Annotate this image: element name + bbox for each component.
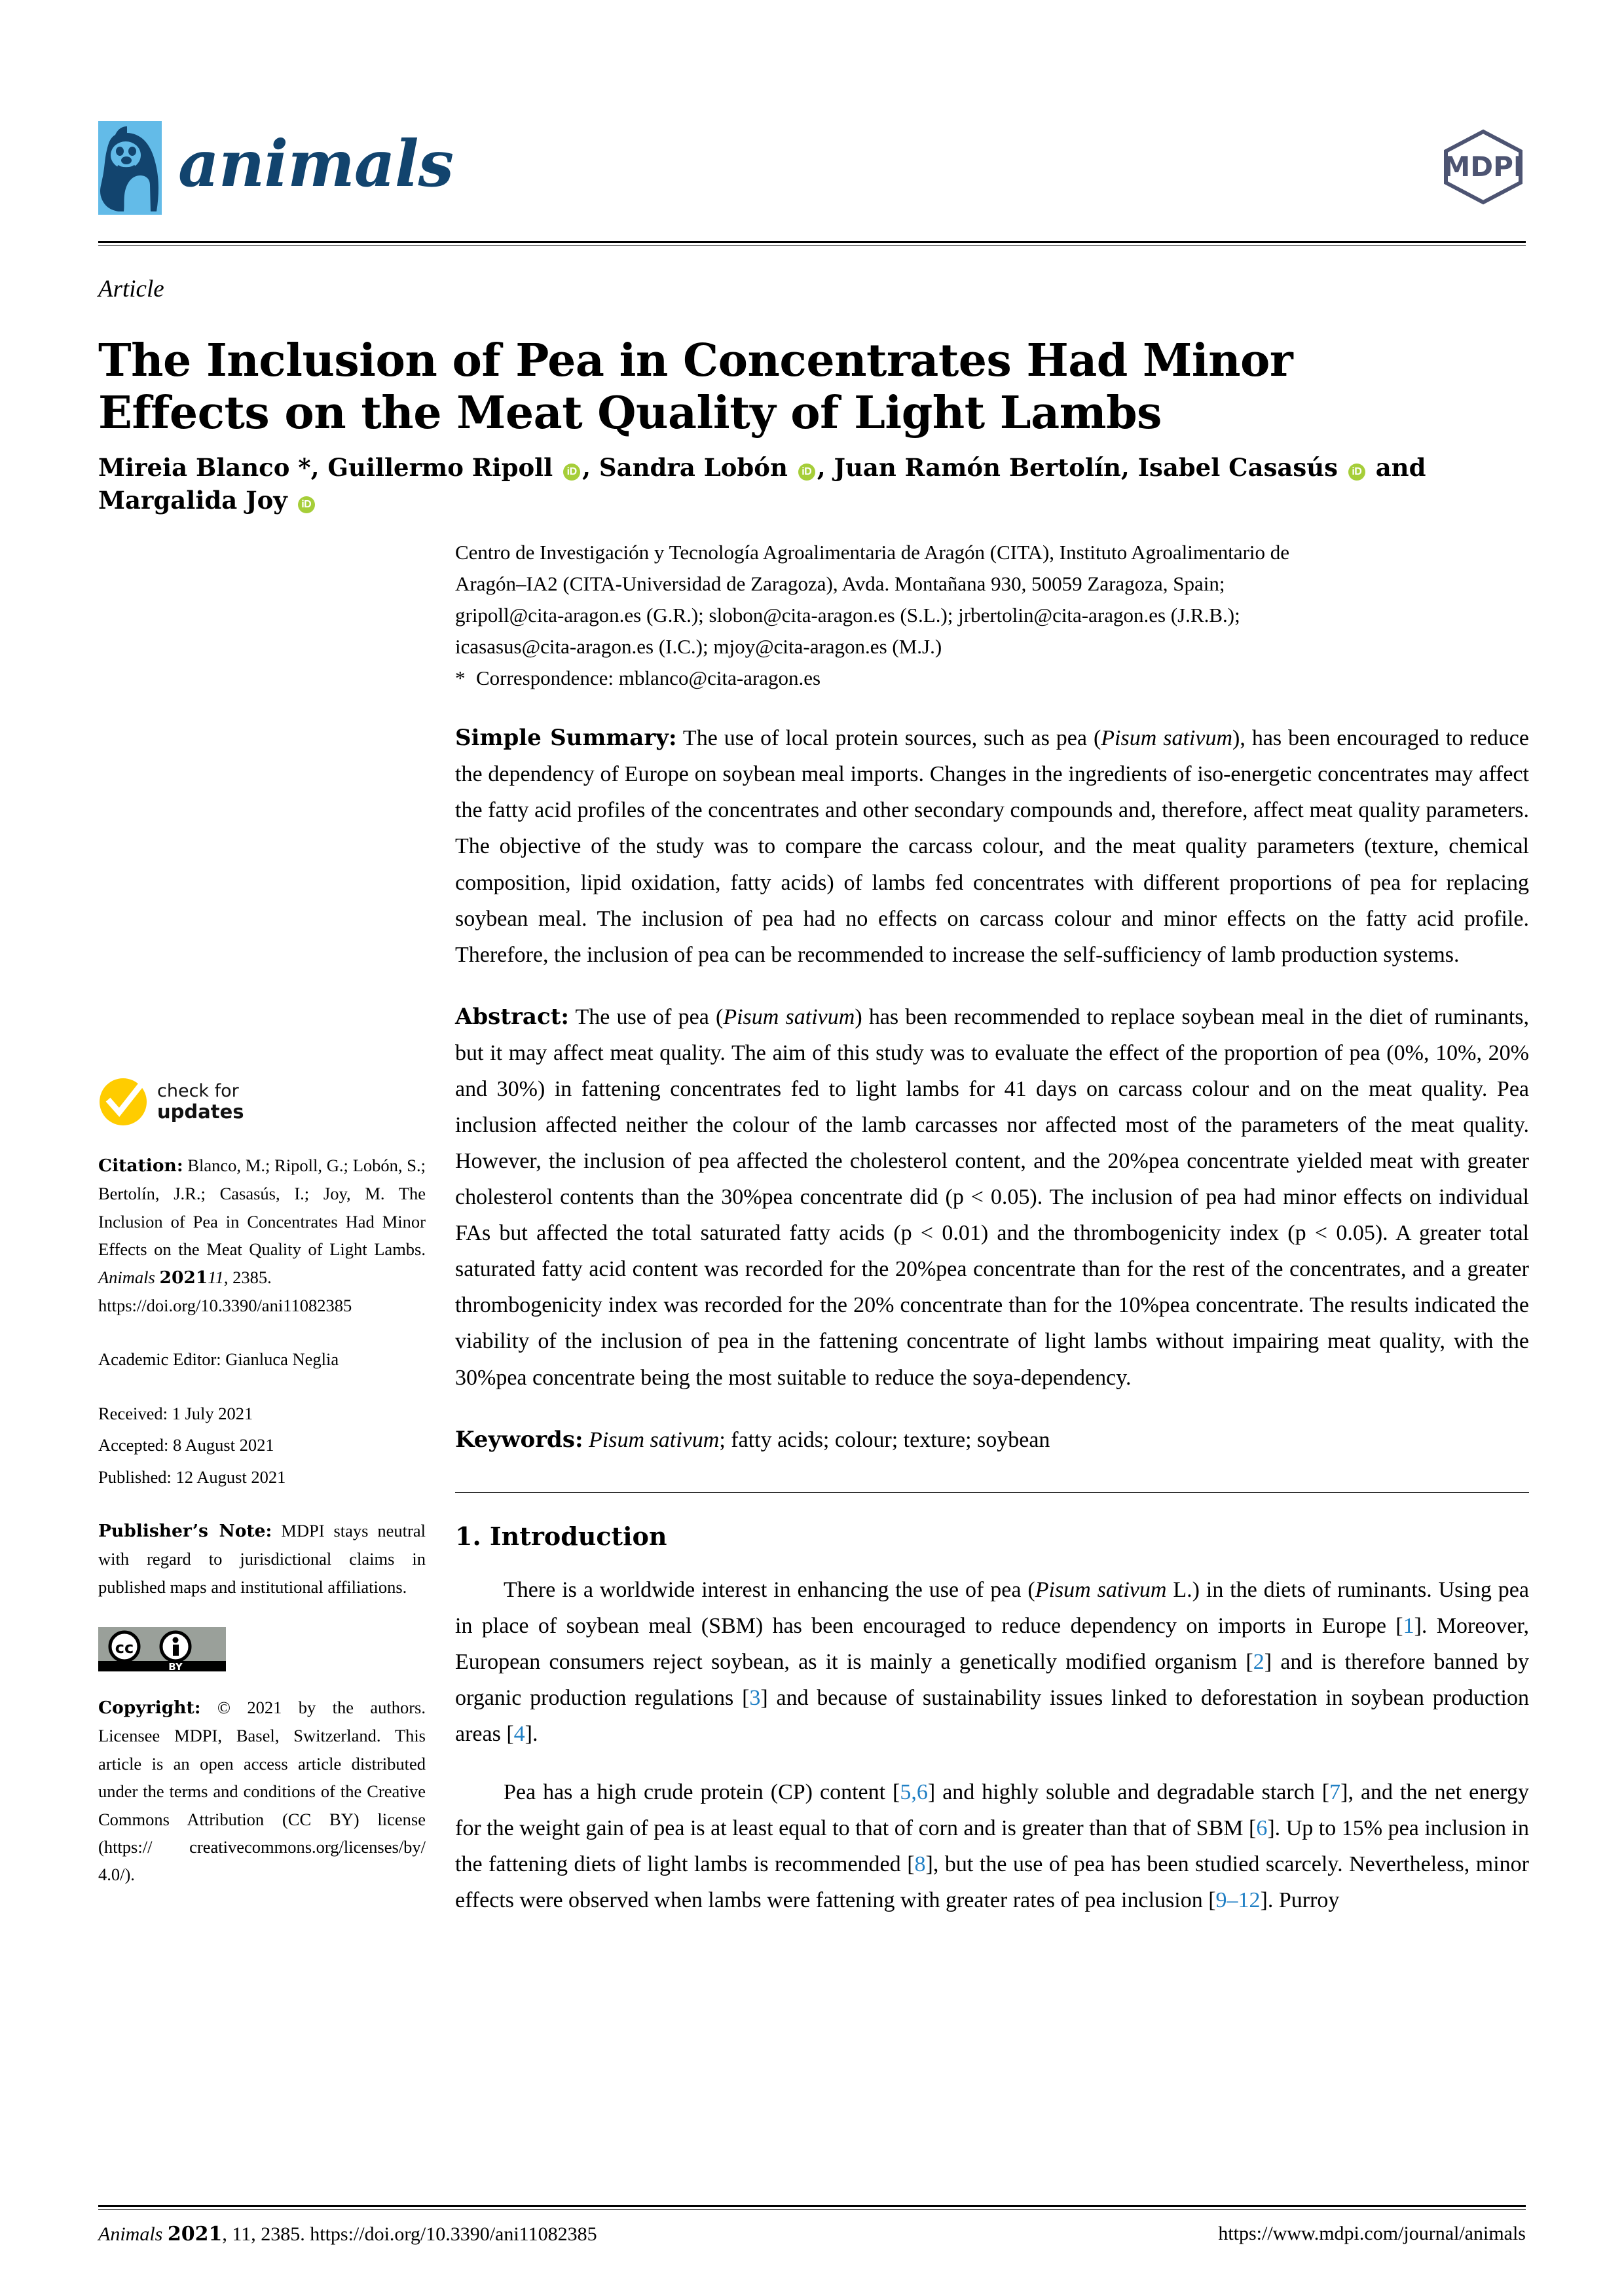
date-published: Published: 12 August 2021 xyxy=(98,1467,286,1487)
reference-link[interactable]: 4 xyxy=(513,1721,525,1746)
publishers-note-text: MDPI stays neutral with regard to jurisdictional claims in published maps and institutional affiliations. xyxy=(98,1520,426,1597)
footer-url[interactable]: https://www.mdpi.com/journal/animals xyxy=(1218,2223,1526,2244)
sidebar xyxy=(98,1077,426,1889)
cfu-line-1: check for xyxy=(157,1080,239,1101)
svg-text:MDPI: MDPI xyxy=(1443,151,1524,183)
main-column xyxy=(455,537,1529,1941)
reference-link[interactable]: 6 xyxy=(1256,1816,1268,1841)
footer-divider xyxy=(98,2205,1526,2210)
citation-journal: Animals xyxy=(98,1267,155,1287)
abstract-label: Abstract: xyxy=(455,1003,569,1030)
header-divider xyxy=(98,241,1526,246)
svg-text:cc: cc xyxy=(115,1639,134,1658)
species-name: Pisum sativum xyxy=(1035,1577,1167,1602)
copyright-text: © 2021 by the authors. Licensee MDPI, Basel, Switzerland. This article is an open access article distributed under the terms and conditions of the Creative Commons Attribution (CC BY) license (https:// creativecommons.org/licenses/by/ 4.0/). xyxy=(98,1698,426,1885)
journal-name: animals xyxy=(178,126,454,201)
page-footer xyxy=(98,2223,1526,2246)
reference-link[interactable]: 3 xyxy=(749,1685,761,1710)
svg-text:BY: BY xyxy=(168,1661,183,1672)
correspondence-star: * xyxy=(455,666,466,690)
citation-doi[interactable]: https://doi.org/10.3390/ani11082385 xyxy=(98,1295,352,1315)
cc-by-license-icon[interactable] xyxy=(98,1627,226,1671)
reference-link[interactable]: 7 xyxy=(1329,1779,1341,1804)
article-type-label: Article xyxy=(98,276,164,302)
date-received: Received: 1 July 2021 xyxy=(98,1403,253,1423)
citation-volume: 11 xyxy=(208,1267,224,1287)
cfu-line-2: updates xyxy=(157,1100,244,1123)
affiliation-line-1: Centro de Investigación y Tecnología Agroalimentaria de Aragón (CITA), Instituto Agroalimentario de xyxy=(455,541,1290,564)
orcid-icon[interactable]: iD xyxy=(1348,464,1365,481)
citation-year: 2021 xyxy=(159,1267,208,1288)
keywords xyxy=(455,1422,1529,1458)
masthead xyxy=(98,121,1526,236)
journal-logo[interactable] xyxy=(98,121,453,215)
academic-editor: Academic Editor: Gianluca Neglia xyxy=(98,1349,339,1370)
keywords-label: Keywords: xyxy=(455,1426,583,1453)
citation-block xyxy=(98,1152,426,1319)
copyright-label: Copyright: xyxy=(98,1698,201,1719)
reference-link[interactable]: 8 xyxy=(914,1852,926,1877)
footer-year: 2021 xyxy=(167,2223,223,2246)
reference-link[interactable]: 1 xyxy=(1403,1613,1414,1638)
abstract: Abstract: The use of pea (Pisum sativum) has been recommended to replace soybean meal in the diet of ruminants, but it may affect meat quality. The aim of this study was to evaluate the effect of the proportion of pea (0%, 10%, 20% and 30%) in fattening concentrates fed to light lambs for 41 days on carcass colour and on the meat quality. Pea inclusion affected neither the colour of the lamb carcasses nor affected most of the parameters of the meat quality. However, the inclusion of pea affected the cholesterol content, and the 20%pea concentrate yielded meat with greater cholesterol contents than the 30%pea concentrate did (p < 0.05). The inclusion of pea had minor effects on individual FAs but affected the total saturated fatty acids (p < 0.01) and the thrombogenicity index (p < 0.05). A greater total saturated fatty acid content was recorded for the 20%pea concentrate than for the rest of the concentrates, and a greater thrombogenicity index was recorded for the 20% concentrate than for the 10%pea concentrate. The results indicated the viability of the inclusion of pea in the fattening concentrate of light lambs without impairing meat quality, with the 30%pea concentrate being the most suitable to reduce the soya-dependency. xyxy=(455,1003,1529,1390)
simple-summary-label: Simple Summary: xyxy=(455,725,677,752)
reference-link[interactable]: 5,6 xyxy=(900,1779,928,1804)
footer-rest: , 11, 2385. https://doi.org/10.3390/ani11082385 xyxy=(222,2223,597,2245)
orcid-icon[interactable]: iD xyxy=(798,464,815,481)
simple-summary: Simple Summary: The use of local protein sources, such as pea (Pisum sativum), has been encouraged to reduce the dependency of Europe on soybean meal imports. Changes in the ingredients of iso-energetic concentrates may affect the fatty acid profiles of the concentrates and other secondary compounds and, therefore, affect meat quality parameters. The objective of the study was to compare the carcass colour, and the meat quality parameters (texture, chemical composition, lipid oxidation, fatty acids) of lambs fed concentrates with different proportions of pea for replacing soybean meal. The inclusion of pea had no effects on carcass colour and minor effects on the fatty acid profile. Therefore, the inclusion of pea can be recommended to increase the self-sufficiency of lamb production systems. xyxy=(455,725,1529,967)
publishers-note-label: Publisher’s Note: xyxy=(98,1520,272,1541)
introduction-paragraph-1: There is a worldwide interest in enhancing the use of pea (Pisum sativum L.) in the diets of ruminants. Using pea in place of soybean meal (SBM) has been encouraged to reduce dependency on imports in Europe [1]. Moreover, European consumers reject soybean, as it is mainly a genetically modified organism [2] and is therefore banned by organic production regulations [3] and because of sustainability issues linked to deforestation in soybean production areas [4]. xyxy=(455,1577,1530,1746)
publishers-note xyxy=(98,1517,426,1601)
orcid-icon[interactable]: iD xyxy=(563,464,580,481)
copyright-block xyxy=(98,1694,426,1889)
checkmark-icon xyxy=(98,1077,148,1127)
species-name: Pisum sativum xyxy=(1101,726,1233,751)
animals-gorilla-icon xyxy=(98,121,162,215)
keywords-rest: ; fatty acids; colour; texture; soybean xyxy=(719,1427,1050,1452)
footer-citation xyxy=(98,2223,597,2246)
species-name: Pisum sativum xyxy=(723,1004,855,1029)
affiliation-line-2: Aragón–IA2 (CITA-Universidad de Zaragoza), Avda. Montañana 930, 50059 Zaragoza, Spain; xyxy=(455,572,1225,596)
affiliation-block xyxy=(455,537,1529,694)
introduction-heading: 1. Introduction xyxy=(455,1522,667,1552)
section-divider xyxy=(455,1492,1529,1493)
citation-label: Citation: xyxy=(98,1156,183,1176)
check-for-updates-badge[interactable] xyxy=(98,1077,426,1127)
affiliation-line-3: gripoll@cita-aragon.es (G.R.); slobon@cita-aragon.es (S.L.); jrbertolin@cita-aragon.es (J.R.B.); xyxy=(455,604,1240,627)
affiliation-line-4: icasasus@cita-aragon.es (I.C.); mjoy@cita-aragon.es (M.J.) xyxy=(455,635,942,659)
page-title: The Inclusion of Pea in Concentrates Had Minor Effects on the Meat Quality of Light Lambs xyxy=(98,334,1293,439)
citation-article-no: , 2385. xyxy=(223,1267,272,1287)
publication-dates xyxy=(98,1400,426,1491)
correspondence-line xyxy=(455,663,1529,694)
footer-journal: Animals xyxy=(98,2223,163,2245)
keywords-italic-term: Pisum sativum xyxy=(589,1427,720,1452)
check-for-updates-text xyxy=(157,1082,244,1123)
correspondence-text: Correspondence: mblanco@cita-aragon.es xyxy=(476,666,821,690)
reference-link[interactable]: 9–12 xyxy=(1215,1888,1261,1913)
mdpi-logo-icon[interactable] xyxy=(1441,128,1526,206)
author-list: Mireia Blanco *, Guillermo Ripoll iD , Sandra Lobón iD , Juan Ramón Bertolín, Isabel Casasús iD and Margalida Joy iD xyxy=(98,453,1426,515)
introduction-paragraph-2: Pea has a high crude protein (CP) content [5,6] and highly soluble and degradable starch [7], and the net energy for the weight gain of pea is at least equal to that of corn and is greater than that of SBM [6]. Up to 15% pea inclusion in the fattening diets of light lambs is recommended [8], but the use of pea has been studied scarcely. Nevertheless, minor effects were observed when lambs were fattening with greater rates of pea inclusion [9–12]. Purroy xyxy=(455,1779,1529,1913)
orcid-icon[interactable]: iD xyxy=(298,496,315,513)
citation-text: Blanco, M.; Ripoll, G.; Lobón, S.; Bertolín, J.R.; Casasús, I.; Joy, M. The Inclusion of Pea in Concentrates Had Minor Effects on the Meat Quality of Light Lambs. xyxy=(98,1156,426,1260)
date-accepted: Accepted: 8 August 2021 xyxy=(98,1435,274,1455)
reference-link[interactable]: 2 xyxy=(1253,1649,1264,1674)
